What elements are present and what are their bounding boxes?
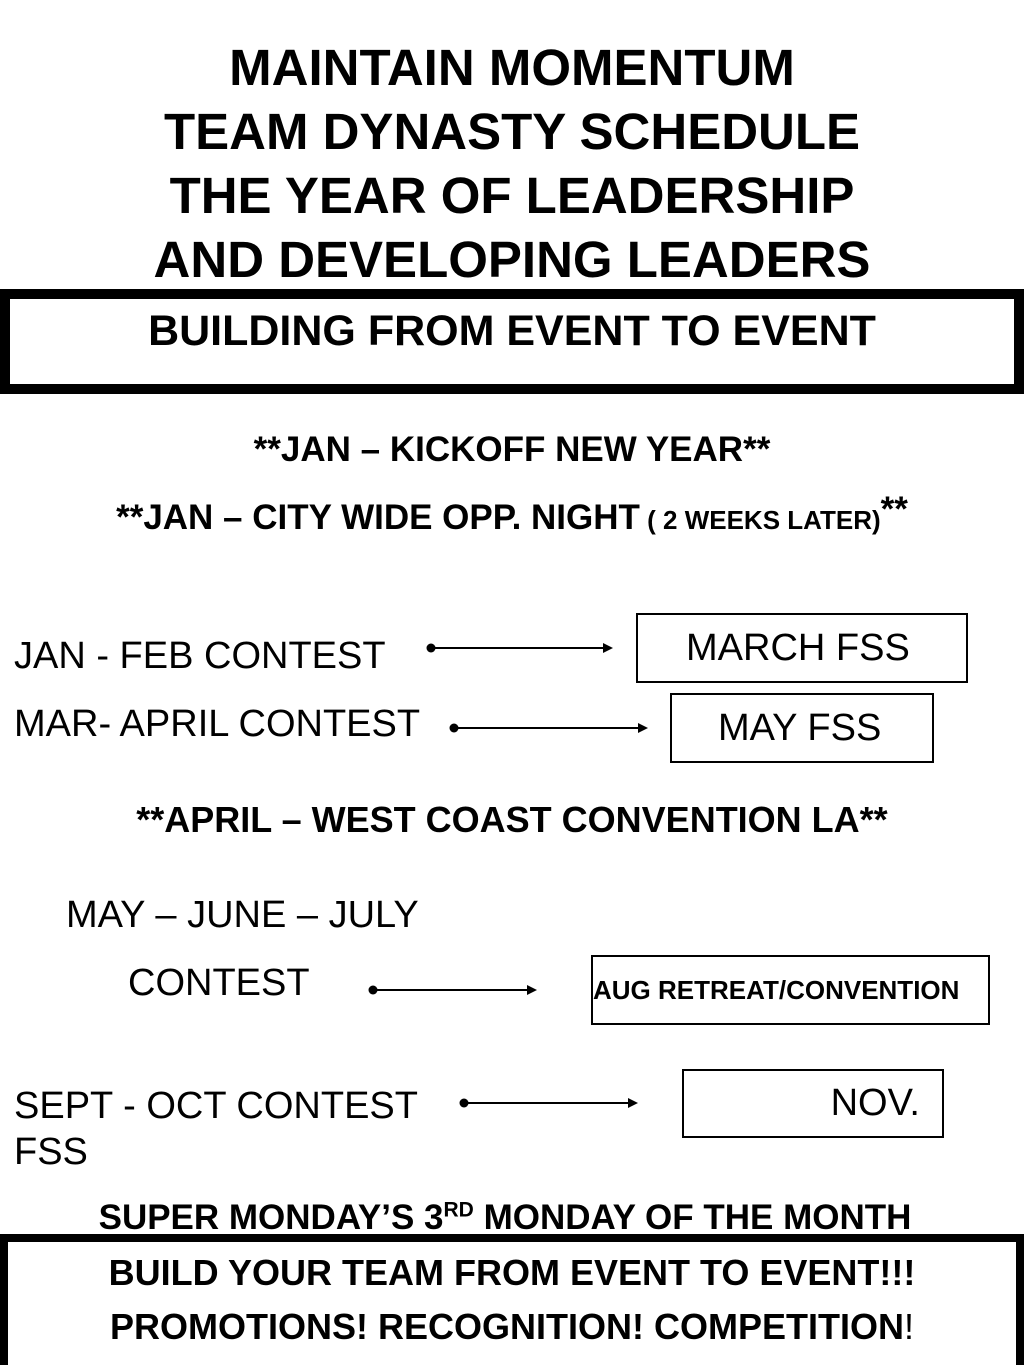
target-box-nov xyxy=(682,1069,944,1138)
target-march-fss: MARCH FSS xyxy=(686,626,910,669)
page-title xyxy=(0,36,1024,292)
title-line-4: AND DEVELOPING LEADERS xyxy=(153,231,871,288)
super-monday-before: SUPER MONDAY’S 3 xyxy=(98,1198,444,1237)
footer-line-2-end: ! xyxy=(903,1306,914,1347)
super-monday-sup: RD xyxy=(443,1198,474,1222)
convention-event: **APRIL – WEST COAST CONVENTION LA** xyxy=(136,799,888,840)
footer-line-2-main: PROMOTIONS! RECOGNITION! COMPETITION xyxy=(109,1306,904,1347)
contest-sept-oct: SEPT - OCT CONTEST xyxy=(14,1085,418,1127)
target-box-aug xyxy=(591,955,990,1025)
footer-line-1: BUILD YOUR TEAM FROM EVENT TO EVENT!!! xyxy=(108,1252,916,1293)
city-wide-end: ** xyxy=(880,490,908,529)
target-box-march xyxy=(636,613,968,683)
contest-jan-feb: JAN - FEB CONTEST xyxy=(14,635,386,677)
target-box-may xyxy=(670,693,934,763)
target-aug-retreat: AUG RETREAT/CONVENTION xyxy=(593,974,960,1005)
target-nov: NOV. xyxy=(830,1082,920,1124)
title-line-3: THE YEAR OF LEADERSHIP xyxy=(169,167,855,224)
city-wide-event xyxy=(0,490,1024,538)
contest-may-july-line2: CONTEST xyxy=(128,962,310,1004)
target-may-fss: MAY FSS xyxy=(718,706,882,749)
arrow-1 xyxy=(425,640,615,656)
banner-box xyxy=(0,289,1024,394)
title-line-1: MAINTAIN MOMENTUM xyxy=(229,39,795,96)
city-wide-main: **JAN – CITY WIDE OPP. NIGHT xyxy=(116,498,640,537)
kickoff-event: **JAN – KICKOFF NEW YEAR** xyxy=(253,430,771,469)
footer-box xyxy=(0,1234,1024,1365)
arrow-2 xyxy=(448,720,650,736)
super-monday-text xyxy=(0,1198,1010,1238)
super-monday-after: MONDAY OF THE MONTH xyxy=(473,1198,912,1237)
title-line-2: TEAM DYNASTY SCHEDULE xyxy=(163,103,861,160)
footer-line-2 xyxy=(8,1306,1016,1348)
banner-text: BUILDING FROM EVENT TO EVENT xyxy=(148,307,876,355)
arrow-4 xyxy=(458,1095,640,1111)
city-wide-note: ( 2 WEEKS LATER) xyxy=(639,505,881,535)
contest-sept-oct-fss: FSS xyxy=(14,1131,88,1173)
arrow-3 xyxy=(367,982,539,998)
contest-may-july-line1: MAY – JUNE – JULY xyxy=(66,894,419,936)
contest-mar-april: MAR- APRIL CONTEST xyxy=(14,703,421,745)
